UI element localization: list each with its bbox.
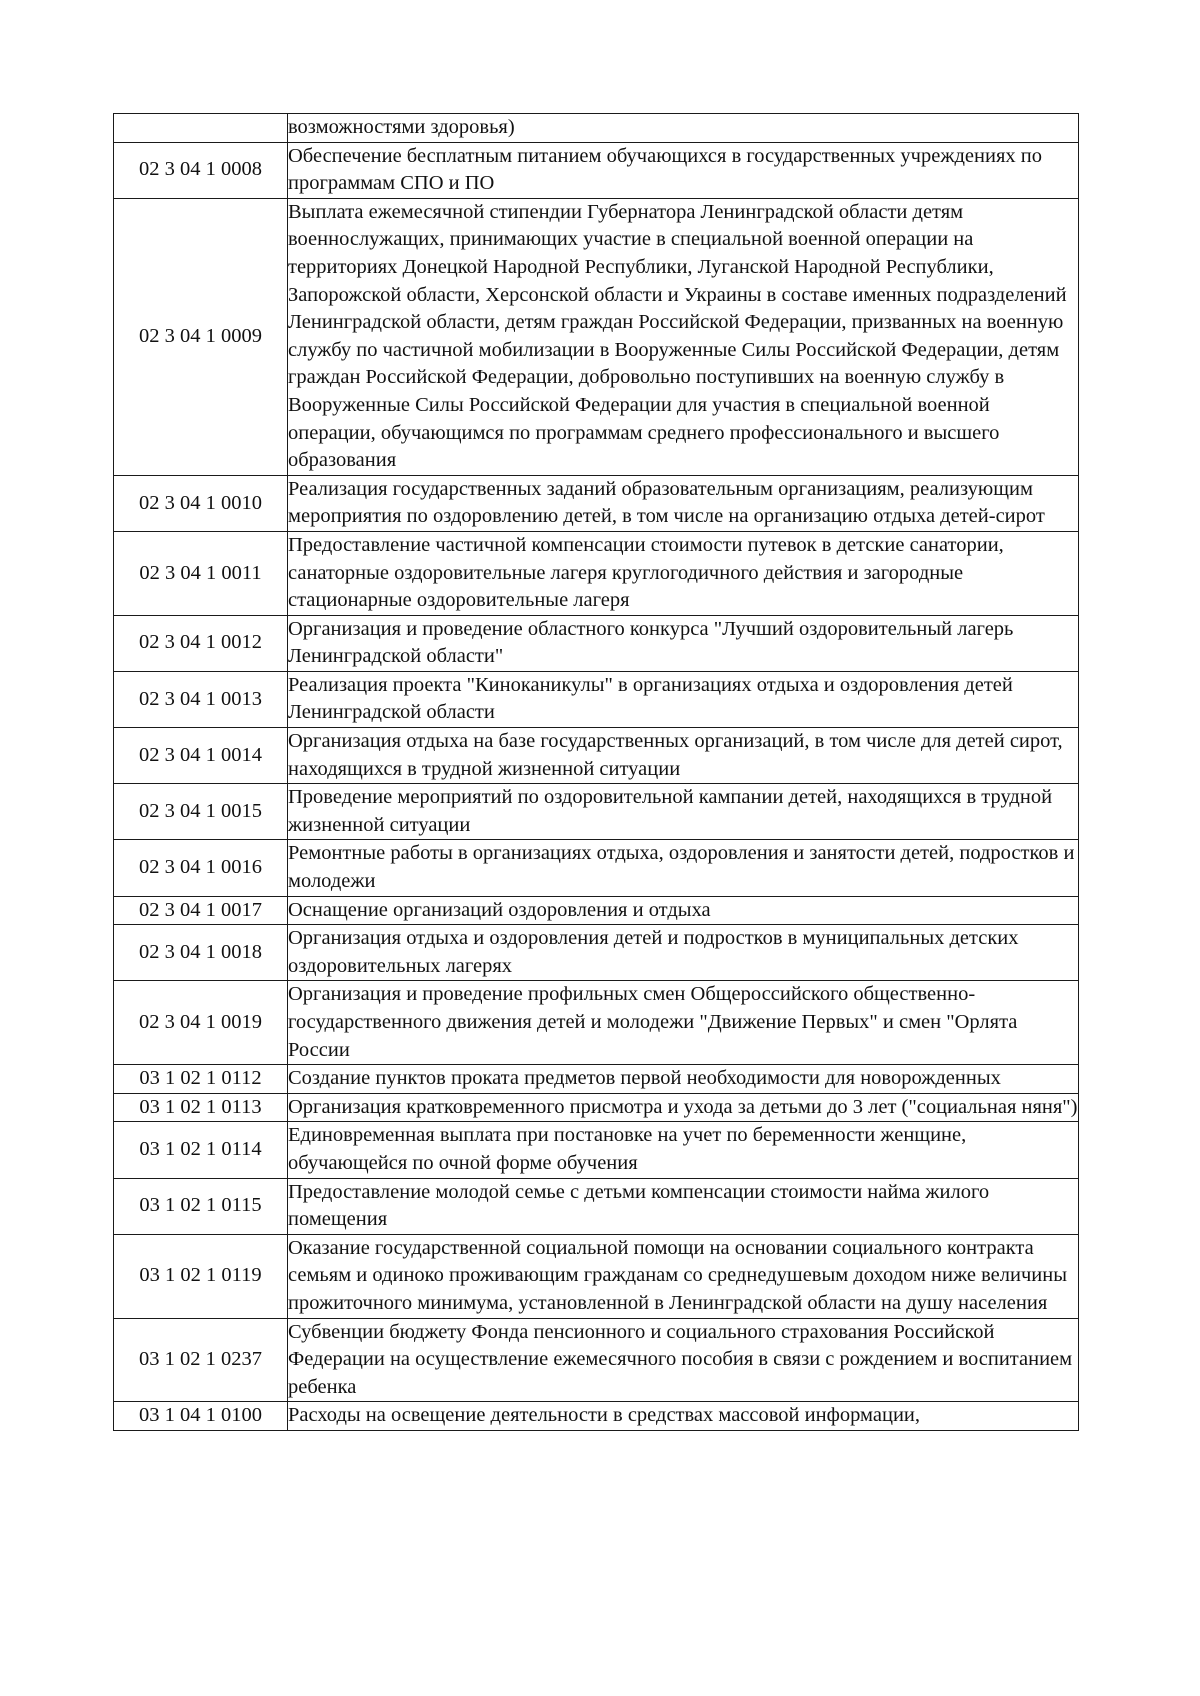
table-row: [114, 198, 1079, 475]
description-text: Организация кратковременного присмотра и ухода за детьми до 3 лет ("социальная няня"): [288, 1095, 1078, 1118]
code-cell: [114, 114, 288, 143]
description-text: Проведение мероприятий по оздоровительной кампании детей, находящихся в трудной жизненной ситуации: [288, 786, 1053, 836]
description-text: Ремонтные работы в организациях отдыха, оздоровления и занятости детей, подростков и молодежи: [288, 842, 1075, 893]
code-cell: 02 3 04 1 0015: [114, 784, 288, 840]
description-text: Обеспечение бесплатным питанием обучающихся в государственных учреждениях по программам СПО и ПО: [288, 144, 1042, 195]
description-cell: [288, 840, 1079, 896]
description-cell: [288, 1122, 1079, 1178]
description-text: Единовременная выплата при постановке на учет по беременности женщине, обучающейся по очной форме обучения: [288, 1124, 967, 1174]
description-text: Выплата ежемесячной стипендии Губернатора Ленинградской области детям военнослужащих, принимающих участие в специальной военной операции на территориях Донецкой Народной Республики, Луганской Народной Республики, Запорожской области, Херсонской области и Украины в составе именных подразделений Ленинградской области, детям граждан Российской Федерации, призванных на военную службу по частичной мобилизации в Вооруженные Силы Российской Федерации, детям граждан Российской Федерации, добровольно поступивших на военную службу в Вооруженные Силы Российской Федерации для участия в специальной военной операции, обучающимся по программам среднего профессионального и высшего образования: [288, 200, 1067, 472]
description-cell: [288, 114, 1079, 143]
description-cell: [288, 531, 1079, 615]
table-row: [114, 1178, 1079, 1234]
description-cell: [288, 198, 1079, 475]
description-text: Предоставление частичной компенсации стоимости путевок в детские санатории, санаторные оздоровительные лагеря круглогодичного действия и загородные стационарные оздоровительные лагеря: [288, 533, 1004, 612]
table-row: [114, 531, 1079, 615]
description-cell: [288, 142, 1079, 198]
code-cell: 02 3 04 1 0014: [114, 728, 288, 784]
table-row: [114, 896, 1079, 925]
code-cell: 02 3 04 1 0016: [114, 840, 288, 896]
description-cell: [288, 1402, 1079, 1431]
description-text: Оснащение организаций оздоровления и отдыха: [288, 898, 711, 921]
code-cell: 03 1 02 1 0114: [114, 1122, 288, 1178]
table-row: [114, 475, 1079, 531]
description-text: Реализация проекта "Киноканикулы" в организациях отдыха и оздоровления детей Ленинградской области: [288, 673, 1013, 724]
description-text: Предоставление молодой семье с детьми компенсации стоимости найма жилого помещения: [288, 1180, 990, 1231]
code-cell: 02 3 04 1 0010: [114, 475, 288, 531]
table-row: [114, 1093, 1079, 1122]
description-cell: [288, 1178, 1079, 1234]
table-row: [114, 981, 1079, 1065]
table-row: [114, 840, 1079, 896]
description-text: Создание пунктов проката предметов первой необходимости для новорожденных: [288, 1067, 1001, 1090]
code-cell: 03 1 02 1 0113: [114, 1093, 288, 1122]
description-cell: [288, 671, 1079, 727]
description-text: возможностями здоровья): [288, 116, 515, 138]
description-text: Организация и проведение областного конкурса "Лучший оздоровительный лагерь Ленинградской области": [288, 617, 1014, 668]
table-row: [114, 114, 1079, 143]
table-row: [114, 142, 1079, 198]
code-cell: 02 3 04 1 0011: [114, 531, 288, 615]
code-cell: 03 1 02 1 0119: [114, 1234, 288, 1318]
table-row: [114, 671, 1079, 727]
table-row: [114, 728, 1079, 784]
description-cell: [288, 896, 1079, 925]
description-cell: [288, 1065, 1079, 1094]
table-row: [114, 1122, 1079, 1178]
description-cell: [288, 728, 1079, 784]
description-text: Организация отдыха на базе государственных организаций, в том числе для детей сирот, находящихся в трудной жизненной ситуации: [288, 730, 1063, 780]
code-cell: 02 3 04 1 0008: [114, 142, 288, 198]
code-cell: 03 1 02 1 0237: [114, 1318, 288, 1402]
description-text: Организация отдыха и оздоровления детей и подростков в муниципальных детских оздоровительных лагерях: [288, 927, 1019, 977]
table-row: [114, 784, 1079, 840]
code-cell: 02 3 04 1 0018: [114, 925, 288, 981]
description-text: Организация и проведение профильных смен Общероссийского общественно-государственного движения детей и молодежи "Движение Первых" и смен "Орлята России: [288, 983, 1018, 1061]
code-cell: 03 1 04 1 0100: [114, 1402, 288, 1431]
code-cell: 03 1 02 1 0115: [114, 1178, 288, 1234]
description-text: Реализация государственных заданий образовательным организациям, реализующим мероприятия по оздоровлению детей, в том числе на организацию отдыха детей-сирот: [288, 477, 1045, 528]
code-cell: 02 3 04 1 0009: [114, 198, 288, 475]
description-cell: [288, 1093, 1079, 1122]
budget-code-table: [113, 113, 1079, 1431]
table-row: [114, 1318, 1079, 1402]
description-cell: [288, 615, 1079, 671]
description-text: Расходы на освещение деятельности в средствах массовой информации,: [288, 1404, 921, 1427]
code-cell: 03 1 02 1 0112: [114, 1065, 288, 1094]
description-cell: [288, 784, 1079, 840]
description-cell: [288, 925, 1079, 981]
description-cell: [288, 1318, 1079, 1402]
description-cell: [288, 981, 1079, 1065]
table-row: [114, 1402, 1079, 1431]
code-cell: 02 3 04 1 0013: [114, 671, 288, 727]
code-cell: 02 3 04 1 0017: [114, 896, 288, 925]
description-text: Субвенции бюджету Фонда пенсионного и социального страхования Российской Федерации на осуществление ежемесячного пособия в связи с рождением и воспитанием ребенка: [288, 1320, 1073, 1398]
description-text: Оказание государственной социальной помощи на основании социального контракта семьям и одиноко проживающим гражданам со среднедушевым доходом ниже величины прожиточного минимума, установленной в Ленинградской области на душу населения: [288, 1236, 1067, 1314]
code-cell: 02 3 04 1 0012: [114, 615, 288, 671]
code-cell: 02 3 04 1 0019: [114, 981, 288, 1065]
description-cell: [288, 1234, 1079, 1318]
description-cell: [288, 475, 1079, 531]
table-row: [114, 925, 1079, 981]
table-row: [114, 1234, 1079, 1318]
table-row: [114, 1065, 1079, 1094]
table-row: [114, 615, 1079, 671]
